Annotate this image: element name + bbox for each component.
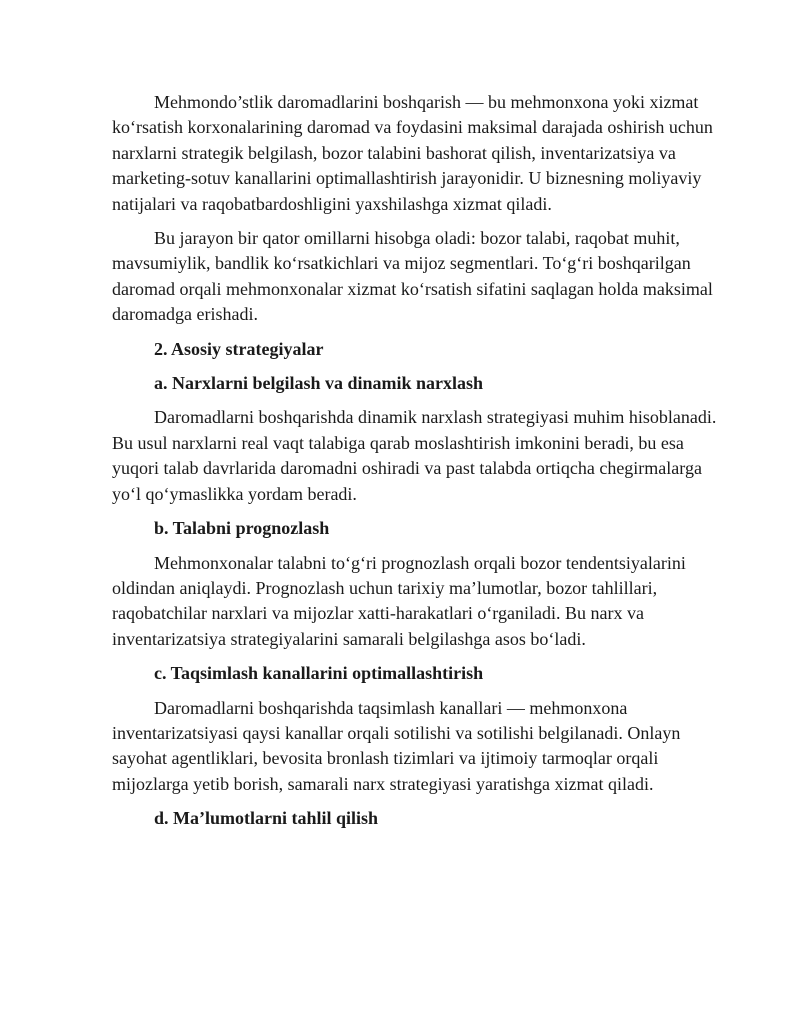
distribution-paragraph: Daromadlarni boshqarishda taqsimlash kanallari — mehmonxona inventarizatsiyasi qaysi kanallar orqali sotilishi va sotilishi belgilanadi. Onlayn sayohat agentliklari, bevosita bronlash tizimlari va ijtimoiy tarmoqlar orqali mijozlarga yetib borish, samarali narx strategiyasi yaratishga xizmat qiladi.: [112, 697, 681, 794]
forecasting-paragraph: Mehmonxonalar talabni to‘g‘ri prognozlash orqali bozor tendentsiyalarini oldindan aniqlaydi. Prognozlash uchun tarixiy ma’lumotlar, bozor tahlillari, raqobatchilar narxlari va mijozlar xatti-harakatlari o‘rganiladi. Bu narx va inventarizatsiya strategiyalarini samarali belgilashga asos bo‘ladi.: [112, 552, 686, 649]
section-heading-strategies: 2. Asosiy strategiyalar: [154, 338, 324, 359]
subsection-heading-pricing: a. Narxlarni belgilash va dinamik narxlash: [154, 373, 484, 394]
pricing-paragraph: Daromadlarni boshqarishda dinamik narxlash strategiyasi muhim hisoblanadi. Bu usul narxlarni real vaqt talabiga qarab moslashtirish imkonini beradi, bu esa yuqori talab davrlarida daromadni oshiradi va past talabda ortiqcha chegirmalarga yo‘l qo‘ymaslikka yordam beradi.: [112, 407, 717, 504]
subsection-heading-data-analysis: d. Ma’lumotlarni tahlil qilish: [154, 808, 379, 829]
subsection-heading-distribution: c. Taqsimlash kanallarini optimallashtirish: [154, 663, 484, 684]
intro-paragraph: Mehmondo’stlik daromadlarini boshqarish — bu mehmonxona yoki xizmat ko‘rsatish korxonalarining daromad va foydasini maksimal darajada oshirish uchun narxlarni strategik belgilash, bozor talabini bashorat qilish, inventarizatsiya va marketing-sotuv kanallarini optimallashtirish jarayonidir. U biznesning moliyaviy natijalari va raqobatbardoshligini yaxshilashga xizmat qiladi.: [112, 92, 713, 214]
subsection-heading-forecasting: b. Talabni prognozlash: [154, 518, 330, 539]
factors-paragraph: Bu jarayon bir qator omillarni hisobga oladi: bozor talabi, raqobat muhit, mavsumiylik, bandlik ko‘rsatkichlari va mijoz segmentlari. To‘g‘ri boshqarilgan daromad orqali mehmonxonalar xizmat ko‘rsatish sifatini saqlagan holda maksimal daromadga erishadi.: [112, 228, 713, 325]
